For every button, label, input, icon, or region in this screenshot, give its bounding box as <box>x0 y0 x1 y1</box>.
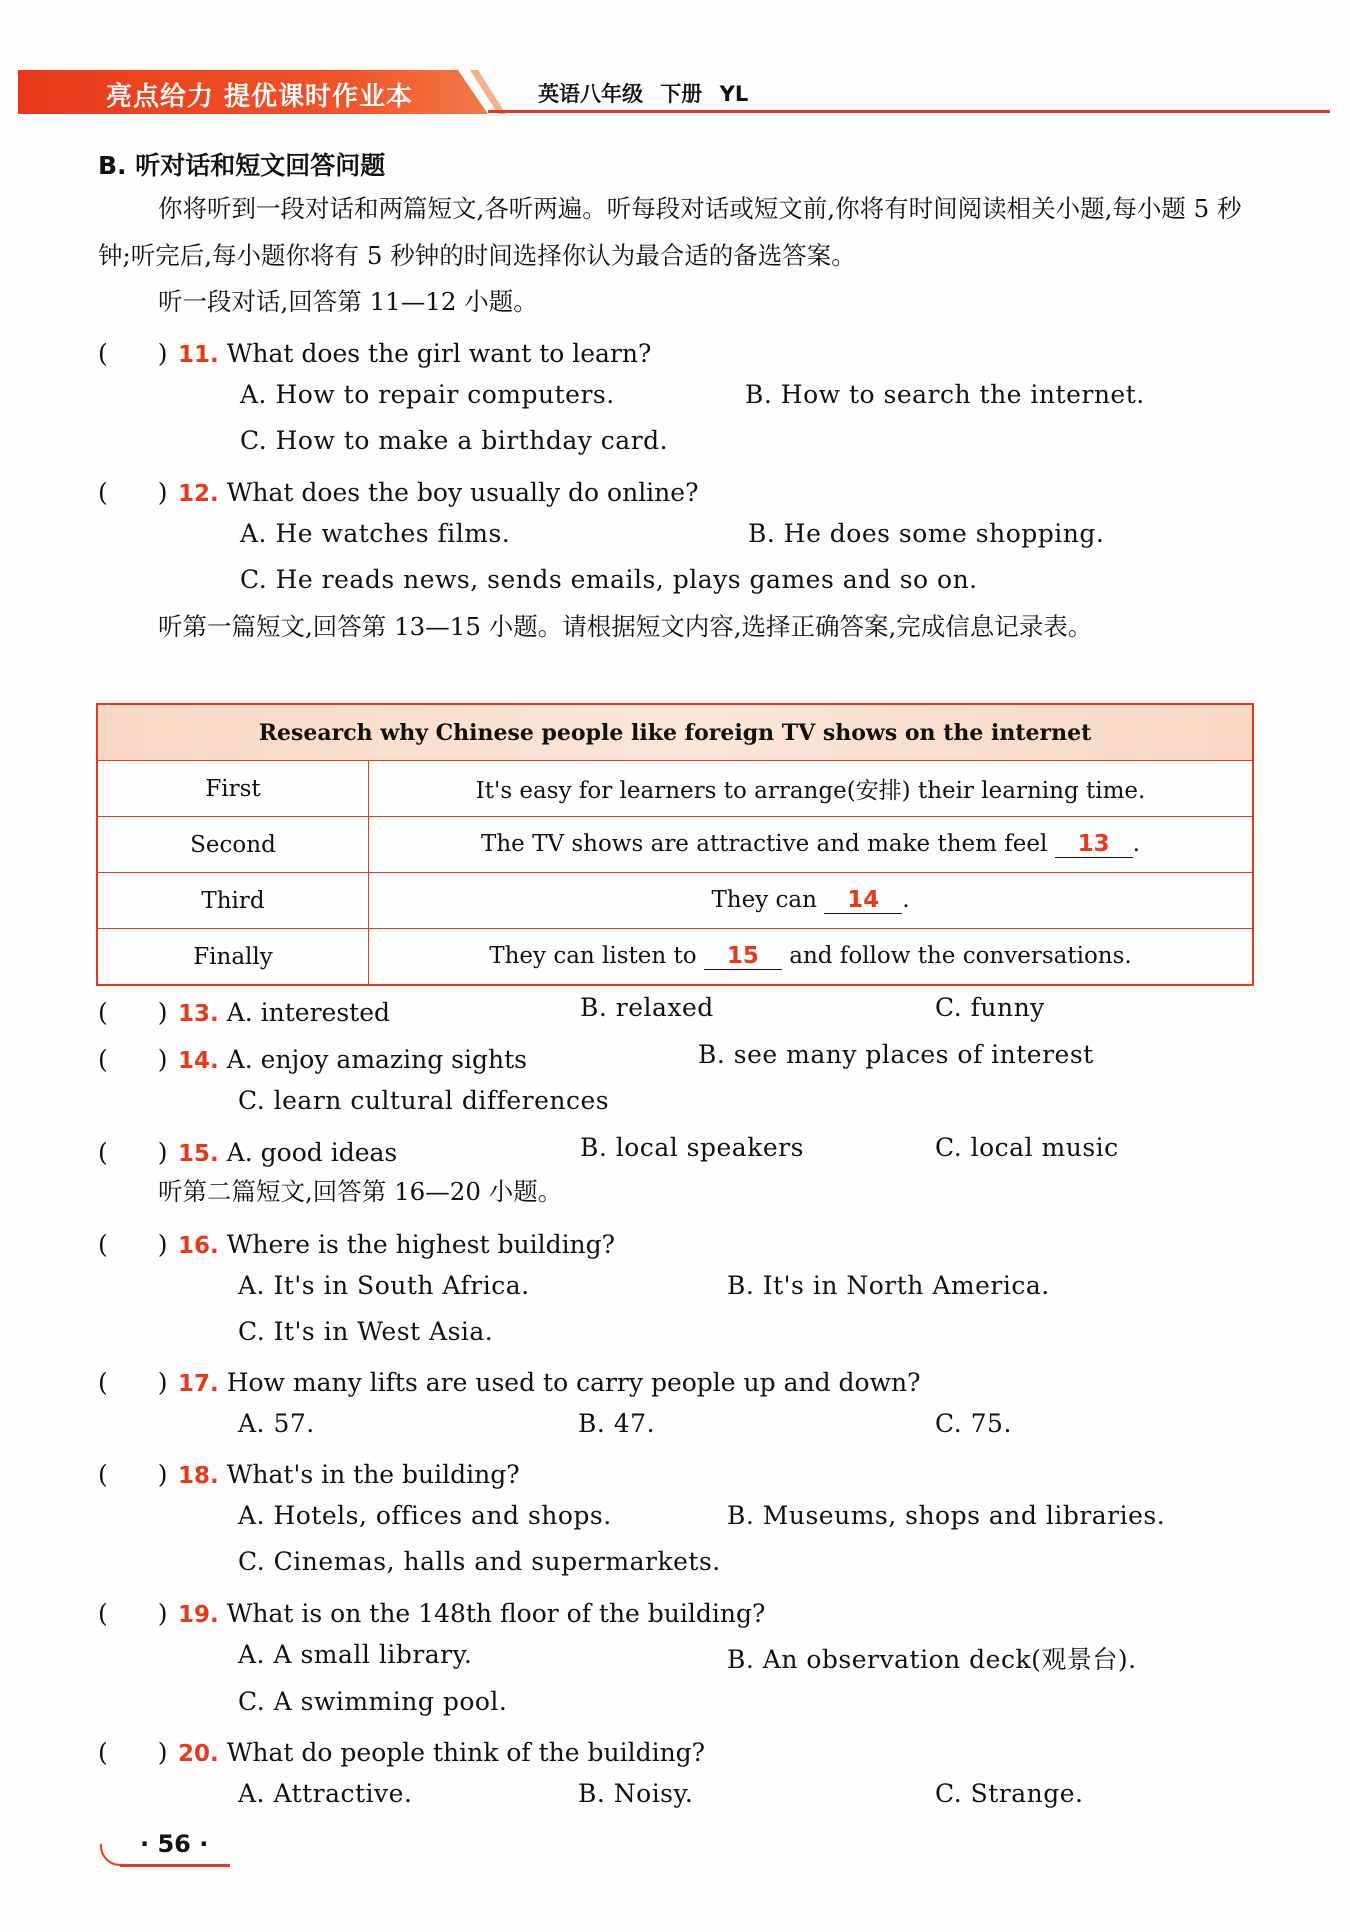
option-b[interactable]: B. An observation deck(观景台). <box>727 1645 1137 1674</box>
question-text: What's in the building? <box>226 1460 520 1489</box>
table-row <box>97 873 1253 929</box>
question-number: 18. <box>178 1463 219 1489</box>
row-content <box>369 929 1254 986</box>
option-c[interactable]: C. How to make a birthday card. <box>240 426 669 455</box>
passage1-intro: 听第一篇短文,回答第 13—15 小题。请根据短文内容,选择正确答案,完成信息记录表。 <box>158 612 1093 641</box>
option-a[interactable]: A. Attractive. <box>238 1779 413 1808</box>
row-text-end: . <box>902 887 910 913</box>
option-b[interactable]: B. 47. <box>578 1409 656 1438</box>
question-number: 11. <box>178 342 219 368</box>
question-text: What is on the 148th floor of the building? <box>226 1599 766 1628</box>
page-number-rule <box>120 1864 230 1867</box>
option-c[interactable]: C. Strange. <box>935 1779 1084 1808</box>
question-number: 12. <box>178 481 219 507</box>
option-a[interactable]: A. enjoy amazing sights <box>226 1045 527 1074</box>
answer-bracket[interactable]: ( ) <box>98 1368 168 1397</box>
question-number: 14. <box>178 1048 219 1074</box>
option-c[interactable]: C. local music <box>935 1133 1119 1162</box>
question-14 <box>98 1040 527 1076</box>
answer-bracket[interactable]: ( ) <box>98 1599 168 1628</box>
subject-label: 英语八年级 下册 YL <box>538 82 749 106</box>
option-b[interactable]: B. It's in North America. <box>727 1271 1050 1300</box>
row-label: First <box>97 761 369 817</box>
row-text: It's easy for learners to arrange(安排) their learning time. <box>475 778 1146 804</box>
question-17 <box>98 1363 921 1399</box>
option-c[interactable]: C. Cinemas, halls and supermarkets. <box>238 1547 721 1576</box>
section-title: B. 听对话和短文回答问题 <box>98 151 386 180</box>
option-b[interactable]: B. Noisy. <box>578 1779 694 1808</box>
page-header <box>18 70 1330 114</box>
question-text: What do people think of the building? <box>226 1738 706 1767</box>
answer-bracket[interactable]: ( ) <box>98 1138 168 1167</box>
answer-bracket[interactable]: ( ) <box>98 478 168 507</box>
table-row <box>97 929 1253 986</box>
passage2-intro: 听第二篇短文,回答第 16—20 小题。 <box>158 1177 563 1206</box>
header-rule <box>488 110 1330 113</box>
question-number: 15. <box>178 1141 219 1167</box>
blank-13[interactable]: 13 <box>1055 831 1133 858</box>
table-title: Research why Chinese people like foreign TV shows on the internet <box>97 704 1253 761</box>
instructions: 你将听到一段对话和两篇短文,各听两遍。听每段对话或短文前,你将有时间阅读相关小题,每小题 5 秒钟;听完后,每小题你将有 5 秒钟的时间选择你认为最合适的备选答案。 <box>98 194 1242 270</box>
answer-bracket[interactable]: ( ) <box>98 1460 168 1489</box>
info-table <box>96 703 1254 986</box>
row-text-end: . <box>1132 831 1140 857</box>
option-b[interactable]: B. How to search the internet. <box>745 380 1145 409</box>
row-content <box>369 817 1254 873</box>
row-content <box>369 873 1254 929</box>
option-b[interactable]: B. local speakers <box>580 1133 804 1162</box>
answer-bracket[interactable]: ( ) <box>98 1045 168 1074</box>
question-18 <box>98 1455 520 1491</box>
option-a[interactable]: A. A small library. <box>238 1640 473 1669</box>
option-c[interactable]: C. It's in West Asia. <box>238 1317 494 1346</box>
question-number: 17. <box>178 1371 219 1397</box>
option-a[interactable]: A. 57. <box>238 1409 315 1438</box>
blank-15[interactable]: 15 <box>704 943 782 970</box>
question-13 <box>98 993 390 1029</box>
row-text: They can listen to <box>489 943 697 969</box>
question-text: What does the boy usually do online? <box>226 478 699 507</box>
option-a[interactable]: A. interested <box>226 998 391 1027</box>
option-a[interactable]: A. Hotels, offices and shops. <box>238 1501 612 1530</box>
option-b[interactable]: B. see many places of interest <box>698 1040 1094 1069</box>
question-number: 20. <box>178 1741 219 1767</box>
option-a[interactable]: A. How to repair computers. <box>240 380 615 409</box>
option-c[interactable]: C. funny <box>935 993 1045 1022</box>
question-text: How many lifts are used to carry people up and down? <box>226 1368 921 1397</box>
question-16 <box>98 1225 615 1261</box>
answer-bracket[interactable]: ( ) <box>98 339 168 368</box>
table-row <box>97 761 1253 817</box>
question-15 <box>98 1133 397 1169</box>
dialog-intro: 听一段对话,回答第 11—12 小题。 <box>158 287 538 316</box>
brand-title: 亮点给力 提优课时作业本 <box>106 82 414 112</box>
question-text: Where is the highest building? <box>226 1230 616 1259</box>
option-a[interactable]: A. good ideas <box>226 1138 398 1167</box>
blank-14[interactable]: 14 <box>824 887 902 914</box>
page-number-ornament <box>100 1844 142 1866</box>
row-text: The TV shows are attractive and make them feel <box>481 831 1048 857</box>
option-c[interactable]: C. A swimming pool. <box>238 1687 508 1716</box>
table-row <box>97 817 1253 873</box>
row-label: Second <box>97 817 369 873</box>
page-number-text: · 56 · <box>140 1830 209 1858</box>
page-number <box>100 1830 230 1866</box>
option-b[interactable]: B. relaxed <box>580 993 714 1022</box>
option-c[interactable]: C. He reads news, sends emails, plays games and so on. <box>240 565 978 594</box>
row-text-end: and follow the conversations. <box>789 943 1132 969</box>
row-label: Third <box>97 873 369 929</box>
question-number: 16. <box>178 1233 219 1259</box>
question-text: What does the girl want to learn? <box>226 339 652 368</box>
option-b[interactable]: B. He does some shopping. <box>748 519 1105 548</box>
answer-bracket[interactable]: ( ) <box>98 1230 168 1259</box>
question-number: 13. <box>178 1001 219 1027</box>
question-19 <box>98 1594 765 1630</box>
option-a[interactable]: A. He watches films. <box>240 519 511 548</box>
question-11 <box>98 334 651 370</box>
option-c[interactable]: C. 75. <box>935 1409 1012 1438</box>
answer-bracket[interactable]: ( ) <box>98 1738 168 1767</box>
row-text: They can <box>711 887 817 913</box>
question-number: 19. <box>178 1602 219 1628</box>
option-a[interactable]: A. It's in South Africa. <box>238 1271 530 1300</box>
option-c[interactable]: C. learn cultural differences <box>238 1086 610 1115</box>
option-b[interactable]: B. Museums, shops and libraries. <box>727 1501 1166 1530</box>
row-label: Finally <box>97 929 369 986</box>
question-20 <box>98 1733 705 1769</box>
answer-bracket[interactable]: ( ) <box>98 998 168 1027</box>
row-content <box>369 761 1254 817</box>
question-12 <box>98 473 698 509</box>
